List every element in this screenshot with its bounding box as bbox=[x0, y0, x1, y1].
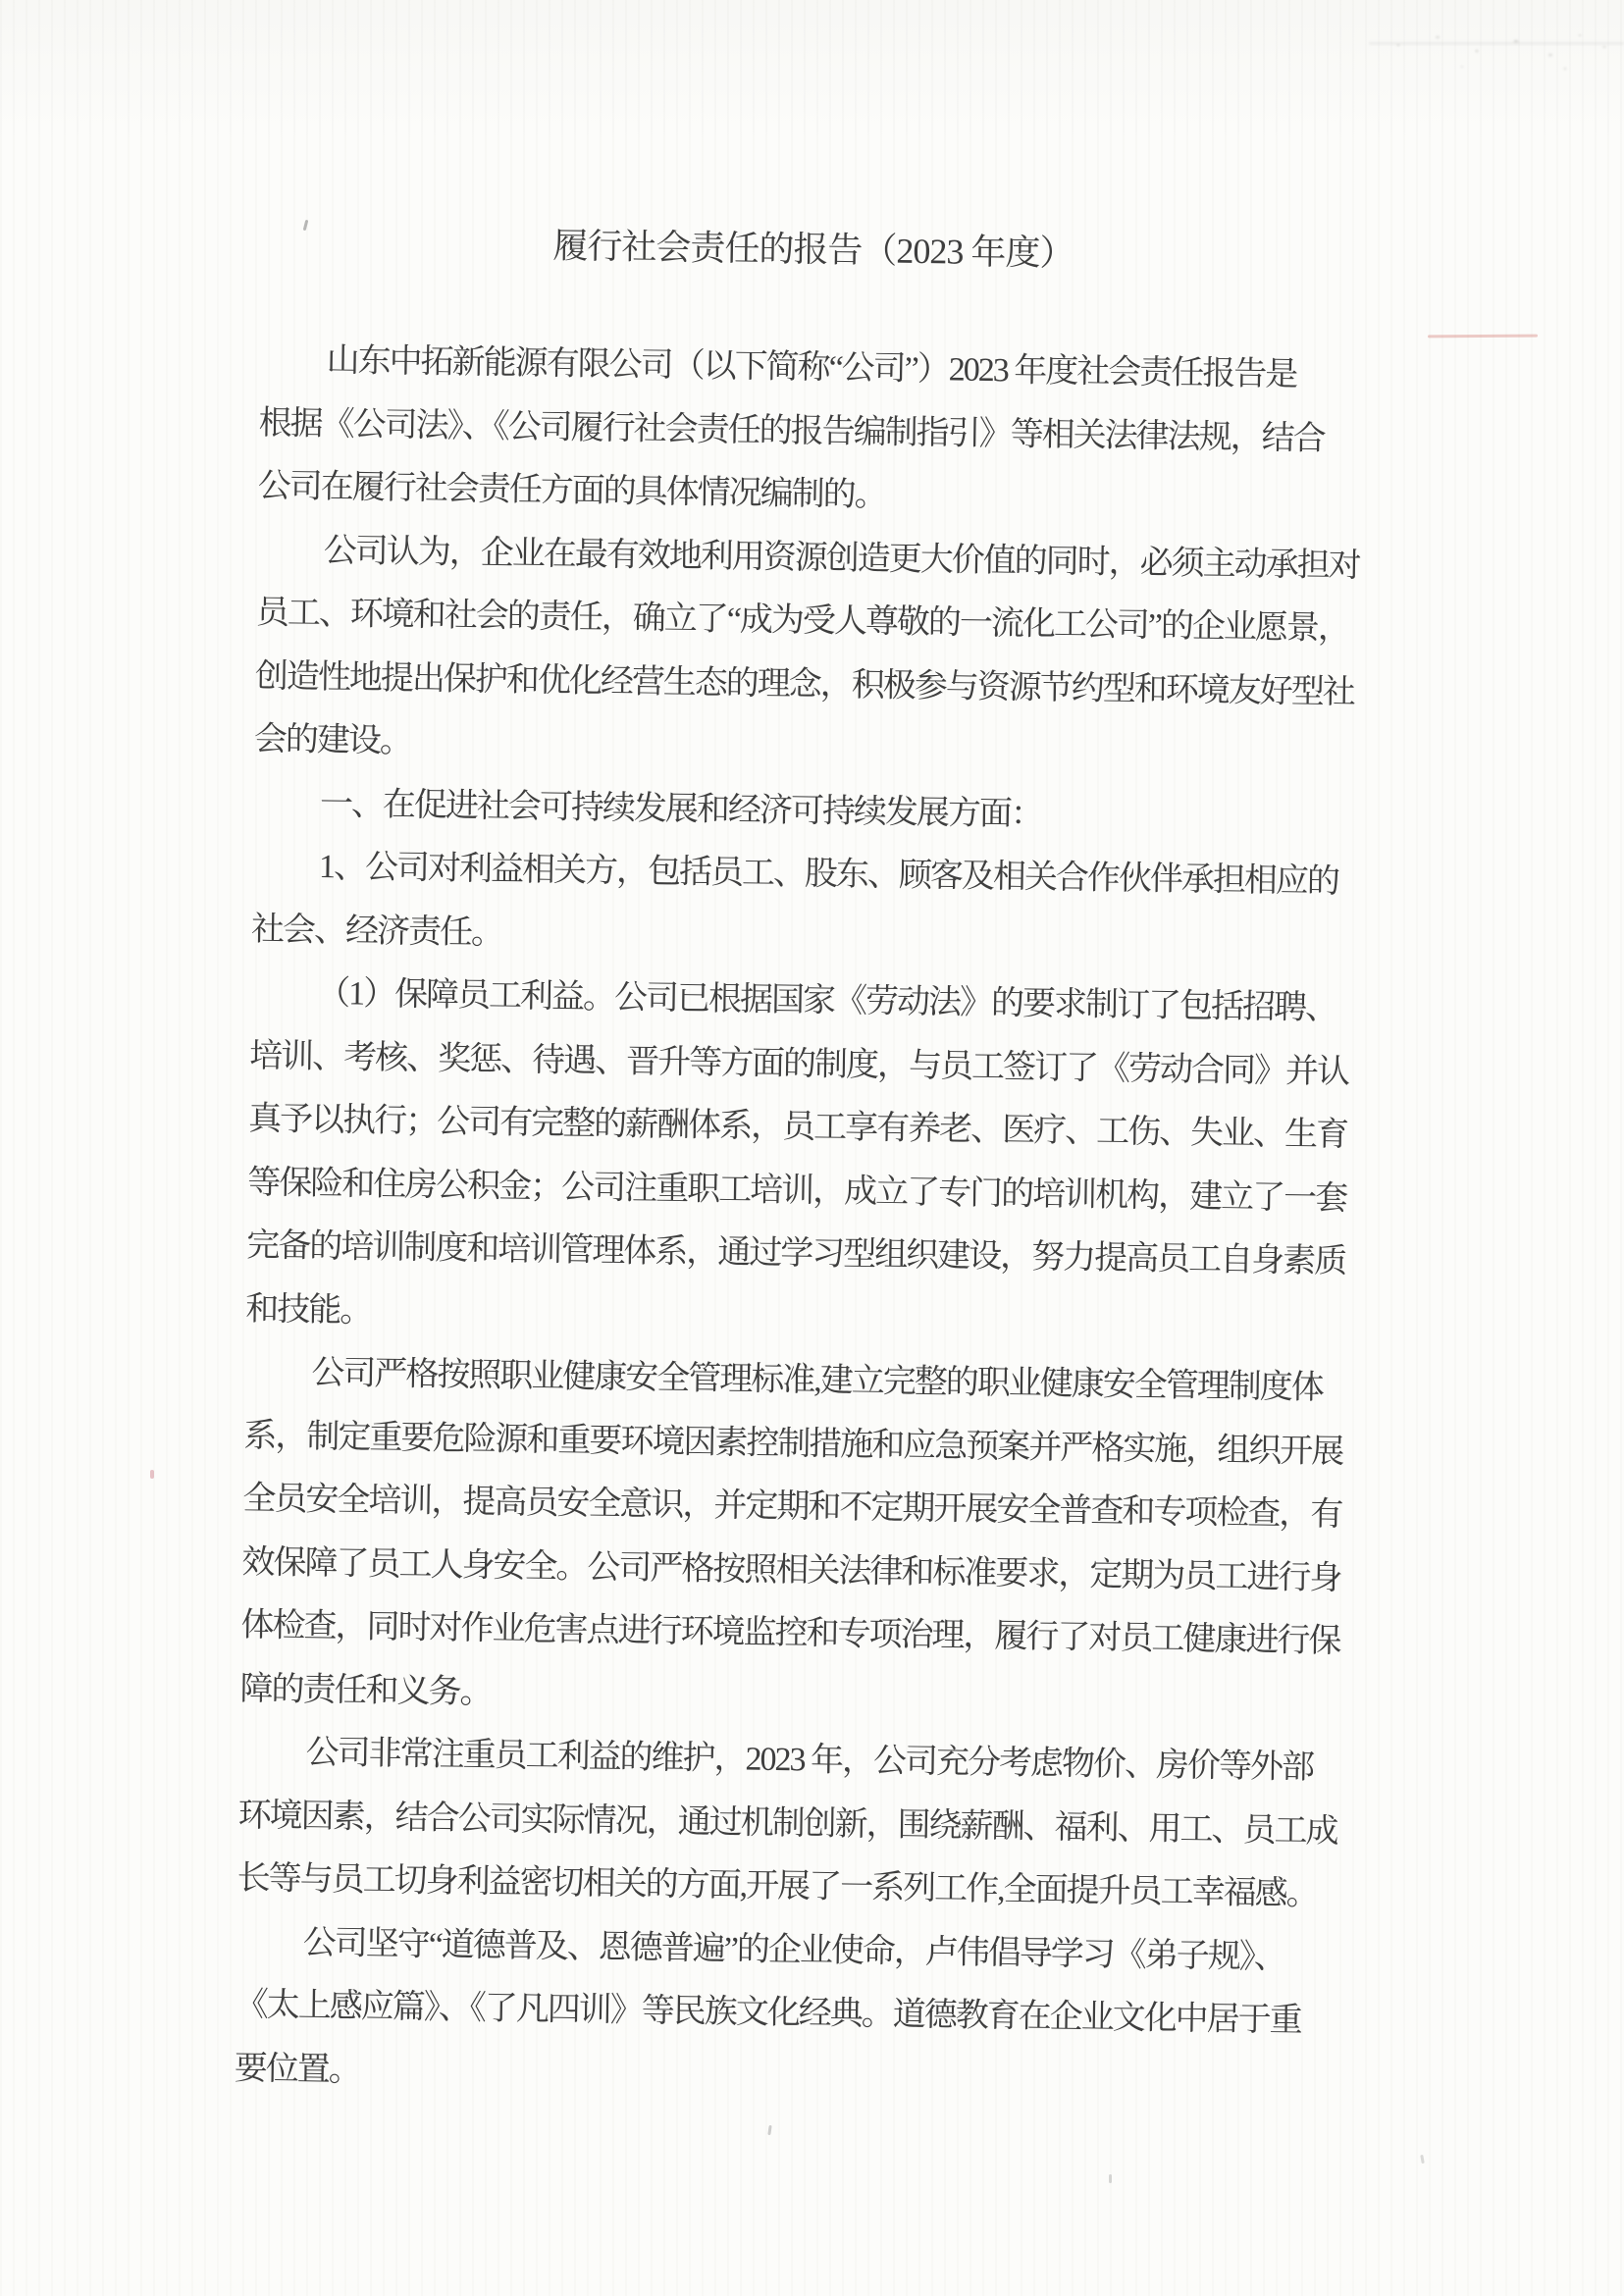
text-line: 效保障了员工人身安全。公司严格按照相关法律和标准要求，定期为员工进行身 bbox=[241, 1543, 1341, 1596]
text-line: 公司非常注重员工利益的维护，2023 年，公司充分考虑物价、房价等外部 bbox=[305, 1734, 1314, 1787]
text-line: 公司坚守“道德普及、恩德普遍”的企业使命，卢伟倡导学习《弟子规》、 bbox=[302, 1924, 1286, 1976]
text-line: 公司在履行社会责任方面的具体情况编制的。 bbox=[257, 467, 886, 514]
text-line: 长等与员工切身利益密切相关的方面,开展了一系列工作,全面提升员工幸福感。 bbox=[236, 1859, 1318, 1913]
paragraph-welfare bbox=[236, 1721, 1378, 1928]
text-line: 真予以执行；公司有完整的薪酬体系，员工享有养老、医疗、工伤、失业、生育 bbox=[247, 1100, 1348, 1154]
text-line: 社会、经济责任。 bbox=[250, 911, 503, 952]
text-line: 根据《公司法》、《公司履行社会责任的报告编制指引》等相关法律法规，结合 bbox=[258, 404, 1325, 457]
text-line: 完备的培训制度和培训管理体系，通过学习型组织建设，努力提高员工自身素质 bbox=[246, 1226, 1346, 1280]
paragraph-culture bbox=[234, 1910, 1375, 2117]
text-line: 和技能。 bbox=[245, 1290, 372, 1330]
text-line: （1）保障员工利益。公司已根据国家《劳动法》的要求制订了包括招聘、 bbox=[316, 974, 1337, 1027]
document-title: 履行社会责任的报告（2023 年度） bbox=[552, 226, 1074, 274]
text-line: 环境因素，结合公司实际情况，通过机制创新，围绕薪酬、福利、用工、员工成 bbox=[237, 1797, 1337, 1850]
text-line: 员工、环境和社会的责任，确立了“成为受人尊敬的一流化工公司”的企业愿景， bbox=[255, 594, 1350, 648]
text-line: 会的建设。 bbox=[253, 720, 412, 760]
text-line: 全员安全培训，提高员安全意识，并定期和不定期开展安全普查和专项检查，有 bbox=[242, 1480, 1342, 1534]
text-line: 培训、考核、奖惩、待遇、晋升等方面的制度，与员工签订了《劳动合同》并认 bbox=[248, 1037, 1349, 1091]
text-line: 创造性地提出保护和优化经营生态的理念，积极参与资源节约型和环境友好型社 bbox=[254, 657, 1355, 711]
text-line: 山东中拓新能源有限公司（以下简称“公司”）2023 年度社会责任报告是 bbox=[326, 342, 1297, 393]
text-line: 障的责任和义务。 bbox=[239, 1670, 492, 1711]
document-body bbox=[234, 329, 1398, 2117]
paragraph-vision bbox=[253, 518, 1395, 788]
text-line: 体检查，同时对作业危害点进行环境监控和专项治理，履行了对员工健康进行保 bbox=[240, 1606, 1340, 1660]
text-line: 公司严格按照职业健康安全管理标准,建立完整的职业健康安全管理制度体 bbox=[311, 1354, 1324, 1407]
paragraph-item-1 bbox=[251, 835, 1391, 978]
paragraph-item-1-1 bbox=[245, 962, 1389, 1358]
text-line: 系，制定重要危险源和重要环境因素控制措施和应急预案并严格实施，组织开展 bbox=[243, 1417, 1343, 1470]
text-line: 要位置。 bbox=[234, 2050, 361, 2089]
text-line: 一、在促进社会可持续发展和经济可持续发展方面： bbox=[319, 785, 1043, 833]
text-line: 1、公司对利益相关方，包括员工、股东、顾客及相关合作伙伴承担相应的 bbox=[318, 848, 1339, 901]
text-line: 公司认为，企业在最有效地利用资源创造更大价值的同时，必须主动承担对 bbox=[323, 532, 1360, 585]
paragraph-intro bbox=[257, 329, 1398, 536]
text-line: 《太上感应篇》、《了凡四训》等民族文化经典。道德教育在企业文化中居于重 bbox=[235, 1986, 1301, 2039]
paragraph-safety bbox=[239, 1341, 1384, 1738]
text-line: 等保险和住房公积金；公司注重职工培训，成立了专门的培训机构，建立了一套 bbox=[246, 1164, 1347, 1218]
